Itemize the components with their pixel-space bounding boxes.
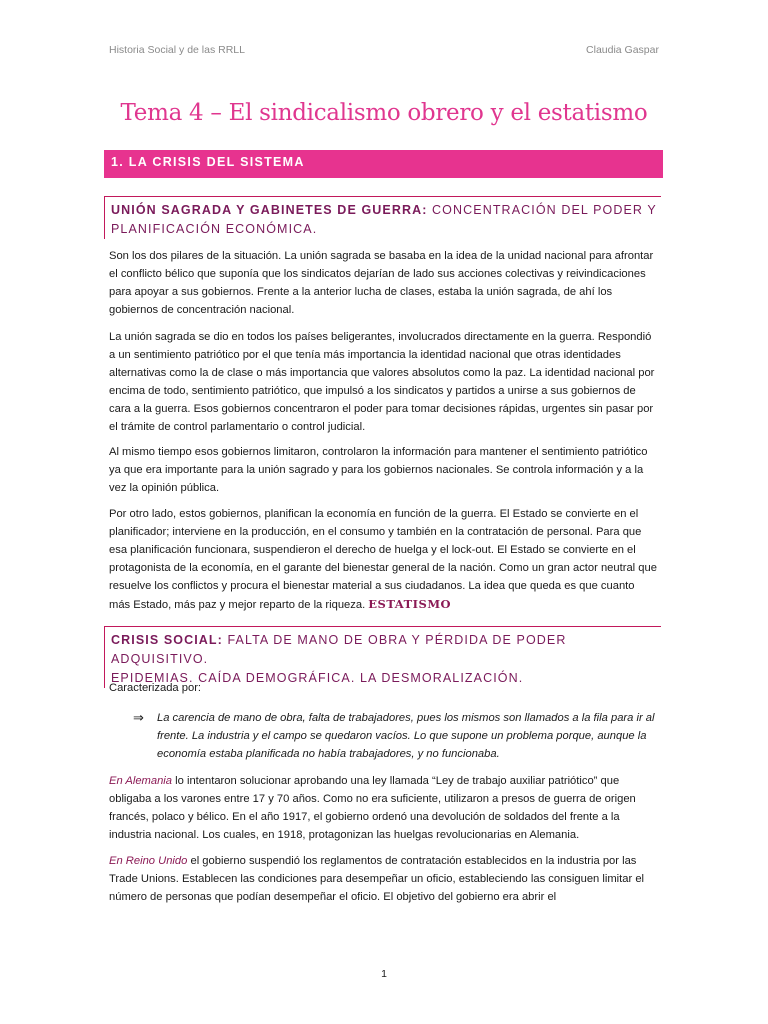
paragraph-3: Al mismo tiempo esos gobiernos limitaron, controlaron la información para mantener el sentimiento patriótico ya que era importante para la unión sagrado y para los gobiernos nacionales. Se controla información y a la vez la opinión pública. (109, 446, 648, 494)
document-title: Tema 4 – El sindicalismo obrero y el estatismo (120, 100, 648, 126)
header-course: Historia Social y de las RRLL (109, 44, 245, 56)
paragraph-reino-unido (109, 853, 657, 907)
subheading-crisis-social (104, 626, 661, 688)
subheading-line2: PLANIFICACIÓN ECONÓMICA. (111, 222, 318, 236)
header-author: Claudia Gaspar (586, 44, 659, 56)
country-label: En Alemania (109, 775, 173, 787)
estatismo-tag: ESTATISMO (368, 596, 452, 611)
subheading-lead: CRISIS SOCIAL: (111, 633, 223, 647)
page-number: 1 (381, 968, 387, 980)
paragraph-4-text: Por otro lado, estos gobiernos, planifican la economía en función de la guerra. El Estado se convierte en el planificador; interviene en la producción, en el consumo y también en la contratación de personal. Para que esa planificación funcionara, suspendieron el derecho de huelga y el lock-out. El Estado se convierte en el protagonista de la economía, en el garante del bienestar general de la nación. Como un gran actor neutral que resuelve los conflictos y procura el bienestar material a sus ciudadanos. La idea que queda es que cuanto más Estado, más paz y mejor reparto de la riqueza. (109, 508, 657, 611)
subheading-line2: EPIDEMIAS. CAÍDA DEMOGRÁFICA. LA DESMORALIZACIÓN. (111, 671, 524, 685)
paragraph-alemania-text: lo intentaron solucionar aprobando una ley llamada “Ley de trabajo auxiliar patriótico” que obligaba a los varones entre 17 y 70 años. Como no era suficiente, utilizaron a presos de guerra de origen francés, polaco y bélico. En el año 1917, el gobierno ordenó una devolución de soldados del frente a la industria nacional. Los cuales, en 1918, protagonizan las huelgas revolucionarias en Alemania. (109, 775, 636, 841)
section-heading: 1. LA CRISIS DEL SISTEMA (104, 150, 663, 178)
double-arrow-icon: ⇒ (133, 711, 144, 726)
paragraph-reino-unido-text: el gobierno suspendió los reglamentos de contratación establecidos en la industria por las Trade Unions. Establecen las condiciones para desempeñar un oficio, estableciendo las consiguen limitar el número de personas que podían desempeñar el oficio. El objetivo del gobierno era abrir el (109, 855, 645, 903)
subheading-rest: CONCENTRACIÓN DEL PODER Y (427, 203, 657, 217)
paragraph-4 (109, 506, 657, 614)
country-label: En Reino Unido (109, 855, 188, 867)
paragraph-alemania (109, 773, 657, 845)
subheading-union-sagrada (104, 196, 661, 239)
bullet-text: La carencia de mano de obra, falta de trabajadores, pues los mismos son llamados a la fila para ir al frente. La industria y el campo se quedaron vacíos. Lo que supone un problema porque, aunque la economía estaba planificada no había trabajadores, y no funcionaba. (157, 712, 655, 760)
bullet-item (133, 710, 663, 764)
caracterizada-label: Caracterizada por: (109, 682, 202, 694)
subheading-rest: FALTA DE MANO DE OBRA Y PÉRDIDA DE PODER ADQUISITIVO. (111, 633, 567, 666)
paragraph-1: Son los dos pilares de la situación. La unión sagrada se basaba en la idea de la unidad nacional para afrontar el conflicto bélico que suponía que los sindicatos dejarían de lado sus acciones colectivas y reivindicaciones para apoyar a sus gobiernos. Frente a la anterior lucha de clases, estaba la unión sagrada, de ahí los gobiernos de concentración nacional. (109, 250, 654, 316)
page-header (109, 44, 659, 56)
paragraph-2: La unión sagrada se dio en todos los países beligerantes, involucrados directamente en la guerra. Respondió a un sentimiento patriótico por el que tenía más importancia la identidad nacional que otras identidades alternativas como la de clase o más importancia que valores absolutos como la paz. La identidad nacional por encima de todo, sentimiento patriótico, que impulsó a los sindicatos y partidos a unirse a sus gobiernos de cara a la guerra. Esos gobiernos concentraron el poder para tomar decisiones rápidas, urgentes sin pasar por el trámite de control parlamentario o control judicial. (109, 331, 655, 433)
subheading-lead: UNIÓN SAGRADA Y GABINETES DE GUERRA: (111, 203, 428, 217)
